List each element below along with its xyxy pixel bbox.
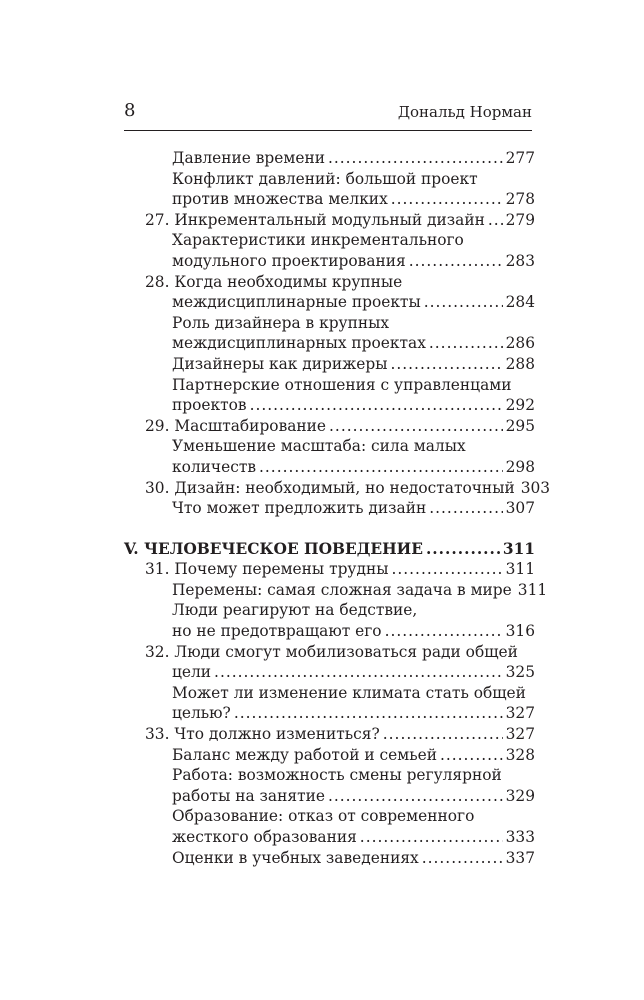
toc-page-number: 311 [502, 539, 535, 558]
toc-entry-title-cont: междисциплинарных проектах [172, 334, 426, 353]
dot-leader [440, 745, 503, 766]
toc-entry-title: Образование: отказ от современного [172, 807, 475, 826]
dot-leader [429, 333, 503, 354]
toc-entry [124, 436, 535, 477]
toc-entry-title-cont: модульного проектирования [172, 251, 406, 270]
toc-entry [124, 169, 535, 210]
toc-entry-title: Что может предложить дизайн [172, 499, 427, 518]
toc-page-number: 311 [517, 580, 548, 599]
toc-entry [124, 683, 535, 724]
toc-page-number: 278 [505, 190, 535, 209]
toc-page-number: 298 [505, 457, 535, 476]
toc-entry [124, 354, 535, 375]
toc-page-number: 277 [505, 149, 535, 167]
toc-page-number: 333 [505, 828, 535, 846]
toc-part-entry [124, 539, 535, 560]
toc-entry [124, 765, 535, 806]
toc-page-number: 329 [505, 786, 535, 805]
dot-leader [259, 457, 503, 478]
dot-leader [234, 703, 503, 724]
toc-part-title: V. ЧЕЛОВЕЧЕСКОЕ ПОВЕДЕНИЕ [124, 539, 423, 558]
toc-page-number: 328 [505, 745, 535, 764]
toc-entry-title: Баланс между работой и семьей [172, 745, 437, 764]
toc-page-number: 337 [505, 848, 535, 867]
toc-page-number: 316 [505, 622, 535, 641]
toc-entry-title: Оценки в учебных заведениях [172, 848, 419, 867]
toc-chapter-entry [124, 272, 535, 313]
dot-leader [360, 827, 503, 848]
toc-entry-title: Уменьшение масштаба: сила малых [172, 437, 466, 456]
toc-page-number: 283 [505, 251, 535, 270]
page-header [124, 98, 532, 131]
dot-leader [422, 848, 503, 869]
running-head-author: Дональд Норман [397, 103, 532, 121]
toc-chapter-title: 29. Масштабирование [145, 416, 327, 435]
toc-chapter-entry [124, 724, 535, 745]
toc-entry-title-cont: но не предотвращают его [172, 622, 382, 641]
toc-chapter-entry [124, 416, 535, 437]
toc-entry-title-cont: работы на занятие [172, 786, 325, 805]
toc-entry-title: Характеристики инкрементального [172, 231, 464, 250]
toc-entry-title: Работа: возможность смены регулярной [172, 766, 502, 785]
toc-chapter-entry [124, 210, 535, 231]
toc-entry [124, 375, 535, 416]
toc-entry-title-cont: количеств [172, 457, 257, 476]
toc-entry-title: Люди реагируют на бедствие, [172, 601, 418, 620]
toc-entry-title-cont: целью? [172, 704, 231, 723]
toc-page-number: 327 [505, 725, 535, 744]
toc-entry-title: Партнерские отношения с управленцами [172, 375, 512, 394]
toc-entry [124, 148, 535, 169]
toc-page-number: 292 [505, 396, 535, 415]
dot-leader [391, 189, 503, 210]
toc-page-number: 286 [505, 334, 535, 353]
toc-chapter-entry [124, 642, 535, 683]
dot-leader [250, 395, 503, 416]
toc-page-number: 279 [505, 210, 535, 229]
toc-chapter-title-cont: междисциплинарные проекты [172, 293, 421, 312]
toc-entry [124, 580, 548, 601]
toc-entry-title: Перемены: самая сложная задача в мире [172, 580, 512, 599]
dot-leader [390, 354, 502, 375]
toc-page-number: 307 [505, 499, 535, 518]
toc-entry-title-cont: против множества мелких [172, 190, 388, 209]
toc-entry [124, 745, 535, 766]
toc-chapter-title: 32. Люди смогут мобилизоваться ради общей [145, 642, 518, 661]
toc-entry [124, 806, 535, 847]
toc-entry-title: Роль дизайнера в крупных [172, 313, 390, 332]
toc-entry-title: Конфликт давлений: большой проект [172, 169, 478, 188]
dot-leader [214, 662, 503, 683]
toc-entry-title: Давление времени [172, 149, 325, 167]
dot-leader [328, 148, 503, 169]
toc-page-number: 284 [505, 293, 535, 312]
toc-page-number: 295 [505, 416, 535, 435]
toc-entry [124, 848, 535, 869]
dot-leader [424, 292, 503, 313]
toc-entry [124, 230, 535, 271]
toc-chapter-title: 27. Инкрементальный модульный дизайн [145, 210, 485, 229]
toc-page-number: 288 [505, 354, 535, 373]
toc-page-number: 325 [505, 663, 535, 682]
toc-page-number: 311 [505, 560, 535, 579]
dot-leader [391, 559, 502, 580]
toc-entry [124, 600, 535, 641]
dot-leader [488, 210, 503, 231]
toc-chapter-title: 33. Что должно измениться? [145, 725, 380, 744]
toc-chapter-title: 30. Дизайн: необходимый, но недостаточный [145, 478, 515, 497]
dot-leader [409, 251, 503, 272]
toc-entry [124, 498, 535, 519]
page-number: 8 [124, 100, 136, 121]
toc-chapter-entry [124, 478, 551, 499]
toc-chapter-entry [124, 559, 535, 580]
toc-chapter-title: 31. Почему перемены трудны [145, 560, 389, 579]
table-of-contents [124, 148, 551, 868]
toc-page-number: 303 [520, 478, 551, 497]
dot-leader [329, 416, 503, 437]
dot-leader [328, 786, 503, 807]
toc-entry-title-cont: проектов [172, 396, 247, 415]
dot-leader [429, 498, 502, 519]
toc-entry-title-cont: жесткого образования [172, 828, 357, 846]
dot-leader [426, 539, 500, 560]
toc-chapter-title: 28. Когда необходимы крупные [145, 272, 403, 291]
dot-leader [385, 621, 503, 642]
toc-entry-title: Дизайнеры как дирижеры [172, 354, 388, 373]
toc-chapter-title-cont: цели [172, 663, 212, 682]
toc-page-number: 327 [505, 704, 535, 723]
toc-entry-title: Может ли изменение климата стать общей [172, 683, 526, 702]
dot-leader [383, 724, 503, 745]
toc-entry [124, 313, 535, 354]
